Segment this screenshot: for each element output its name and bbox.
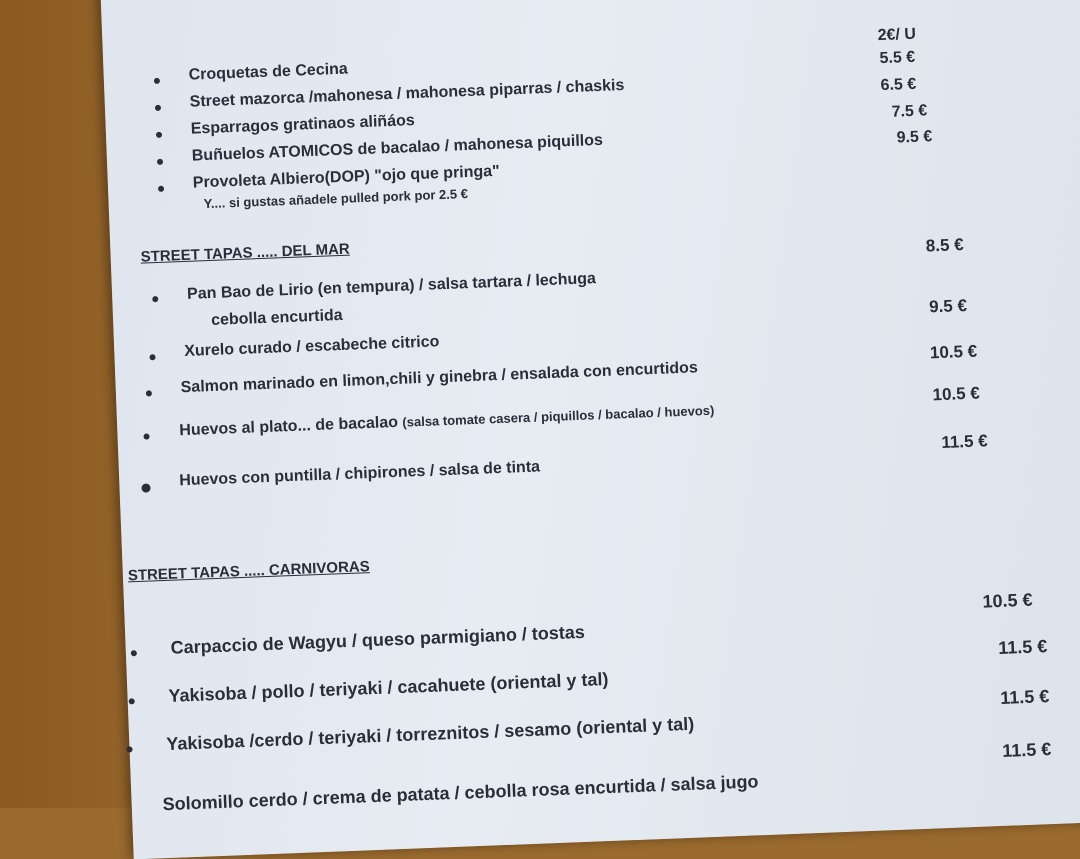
bullet [129,698,135,704]
menu-price: 7.5 € [891,102,928,121]
menu-price: 11.5 € [1001,739,1052,761]
menu-item: Provoleta Albiero(DOP) "ojo que pringa" [192,162,501,192]
menu-item: Huevos con puntilla / chipirones / salsa de tinta [178,458,541,490]
section-heading: STREET TAPAS ..... CARNIVORAS [127,558,371,585]
menu-price: 11.5 € [941,431,989,453]
section-heading: STREET TAPAS ..... DEL MAR [140,240,351,266]
menu-item-name: Huevos al plato... de bacalao [179,413,399,440]
bullet [146,390,152,396]
bullet [149,354,155,360]
menu-item: Croquetas de Cecina [188,60,349,84]
menu-price: 5.5 € [879,48,916,68]
menu-item-note: Y.... si gustas añadele pulled pork por 2.5 € [203,186,469,212]
menu-price: 10.5 € [932,383,981,405]
menu-item: Salmon marinado en limon,chili y ginebra / ensalada con encurtidos [180,359,699,397]
menu-price: 6.5 € [880,75,917,95]
menu-price: 11.5 € [997,636,1048,659]
menu-price: 10.5 € [929,341,978,363]
bullet [154,78,160,84]
menu-price: 8.5 € [925,235,964,256]
bullet [152,296,158,302]
bullet [131,650,137,656]
menu-item: Solomillo cerdo / crema de patata / cebolla rosa encurtida / salsa jugo [162,771,759,815]
menu-item [179,402,715,441]
bullet [126,746,132,752]
menu-price: 10.5 € [982,589,1033,612]
menu-price: 11.5 € [999,686,1050,708]
bullet [143,433,149,439]
menu-item: Street mazorca /mahonesa / mahonesa piparras / chaskis [189,76,625,111]
menu-item: Carpaccio de Wagyu / queso parmigiano / tostas [170,621,586,658]
bullet [156,132,162,138]
menu-item: Pan Bao de Lirio (en tempura) / salsa tartara / lechuga [186,270,597,303]
menu-price: 9.5 € [896,128,933,147]
menu-item: Yakisoba /cerdo / teriyaki / torreznitos / sesamo (oriental y tal) [165,713,695,755]
menu-item: Esparragos gratinaos aliñáos [190,112,416,138]
bullet [157,159,163,165]
menu-price: 9.5 € [928,295,968,317]
bullet [158,186,164,192]
bullet [141,483,150,492]
menu-item: Xurelo curado / escabeche citrico [183,333,440,361]
header-price: 2€/ U [877,25,917,45]
menu-sheet [100,0,1080,859]
menu-item-ingredients: (salsa tomate casera / piquillos / bacalao / huevos) [402,402,715,430]
menu-item: Yakisoba / pollo / teriyaki / cacahuete (oriental y tal) [168,669,609,706]
bullet [155,105,161,111]
menu-item: Buñuelos ATOMICOS de bacalao / mahonesa piquillos [191,131,604,165]
menu-item-continuation: cebolla encurtida [210,306,343,329]
